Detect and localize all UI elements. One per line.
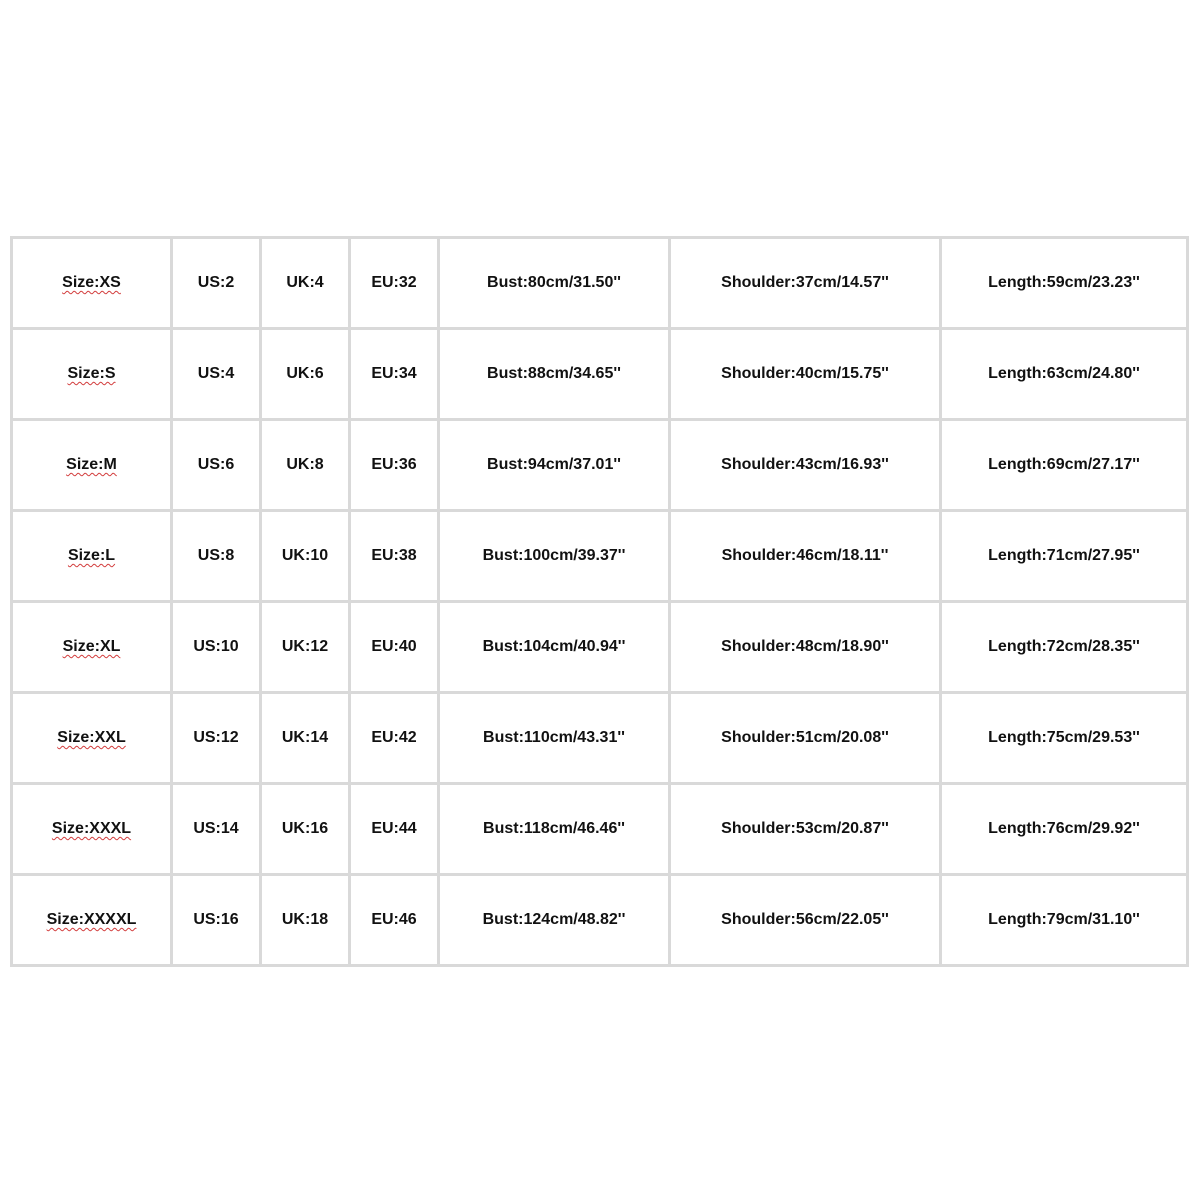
table-row: [13, 512, 1186, 600]
us-size-cell: US:8: [173, 512, 259, 600]
eu-size-cell: EU:34: [351, 330, 437, 418]
bust-cell: Bust:100cm/39.37'': [440, 512, 668, 600]
table-row: [13, 694, 1186, 782]
us-size-cell: US:12: [173, 694, 259, 782]
size-label: Size:XXXL: [51, 820, 132, 837]
us-size-cell: US:4: [173, 330, 259, 418]
length-cell: Length:63cm/24.80'': [942, 330, 1186, 418]
size-label: Size:XXXXL: [46, 911, 137, 928]
size-label: Size:XS: [62, 274, 121, 291]
bust-cell: Bust:80cm/31.50'': [440, 239, 668, 327]
size-cell: [13, 694, 170, 782]
size-label: Size:XXL: [57, 729, 126, 746]
shoulder-cell: Shoulder:53cm/20.87'': [671, 785, 939, 873]
size-cell: [13, 239, 170, 327]
table-row: [13, 785, 1186, 873]
shoulder-cell: Shoulder:46cm/18.11'': [671, 512, 939, 600]
table-row: [13, 603, 1186, 691]
eu-size-cell: EU:38: [351, 512, 437, 600]
table-row: [13, 421, 1186, 509]
us-size-cell: US:16: [173, 876, 259, 964]
size-cell: [13, 421, 170, 509]
bust-cell: Bust:110cm/43.31'': [440, 694, 668, 782]
size-chart-table: [10, 236, 1189, 967]
eu-size-cell: EU:46: [351, 876, 437, 964]
shoulder-cell: Shoulder:43cm/16.93'': [671, 421, 939, 509]
size-label: Size:S: [67, 365, 116, 382]
eu-size-cell: EU:42: [351, 694, 437, 782]
length-cell: Length:71cm/27.95'': [942, 512, 1186, 600]
bust-cell: Bust:88cm/34.65'': [440, 330, 668, 418]
uk-size-cell: UK:12: [262, 603, 348, 691]
length-cell: Length:76cm/29.92'': [942, 785, 1186, 873]
bust-cell: Bust:124cm/48.82'': [440, 876, 668, 964]
size-cell: [13, 330, 170, 418]
us-size-cell: US:14: [173, 785, 259, 873]
uk-size-cell: UK:14: [262, 694, 348, 782]
uk-size-cell: UK:16: [262, 785, 348, 873]
table-row: [13, 876, 1186, 964]
bust-cell: Bust:104cm/40.94'': [440, 603, 668, 691]
shoulder-cell: Shoulder:51cm/20.08'': [671, 694, 939, 782]
bust-cell: Bust:94cm/37.01'': [440, 421, 668, 509]
shoulder-cell: Shoulder:56cm/22.05'': [671, 876, 939, 964]
length-cell: Length:79cm/31.10'': [942, 876, 1186, 964]
size-label: Size:XL: [62, 638, 121, 655]
eu-size-cell: EU:44: [351, 785, 437, 873]
us-size-cell: US:6: [173, 421, 259, 509]
uk-size-cell: UK:8: [262, 421, 348, 509]
uk-size-cell: UK:18: [262, 876, 348, 964]
size-label: Size:L: [67, 547, 116, 564]
length-cell: Length:59cm/23.23'': [942, 239, 1186, 327]
table-row: [13, 330, 1186, 418]
eu-size-cell: EU:32: [351, 239, 437, 327]
length-cell: Length:75cm/29.53'': [942, 694, 1186, 782]
us-size-cell: US:2: [173, 239, 259, 327]
uk-size-cell: UK:10: [262, 512, 348, 600]
us-size-cell: US:10: [173, 603, 259, 691]
length-cell: Length:72cm/28.35'': [942, 603, 1186, 691]
uk-size-cell: UK:4: [262, 239, 348, 327]
size-cell: [13, 512, 170, 600]
eu-size-cell: EU:36: [351, 421, 437, 509]
shoulder-cell: Shoulder:48cm/18.90'': [671, 603, 939, 691]
size-label: Size:M: [66, 456, 117, 473]
table-row: [13, 239, 1186, 327]
size-cell: [13, 876, 170, 964]
size-cell: [13, 785, 170, 873]
length-cell: Length:69cm/27.17'': [942, 421, 1186, 509]
eu-size-cell: EU:40: [351, 603, 437, 691]
bust-cell: Bust:118cm/46.46'': [440, 785, 668, 873]
shoulder-cell: Shoulder:40cm/15.75'': [671, 330, 939, 418]
uk-size-cell: UK:6: [262, 330, 348, 418]
size-cell: [13, 603, 170, 691]
shoulder-cell: Shoulder:37cm/14.57'': [671, 239, 939, 327]
